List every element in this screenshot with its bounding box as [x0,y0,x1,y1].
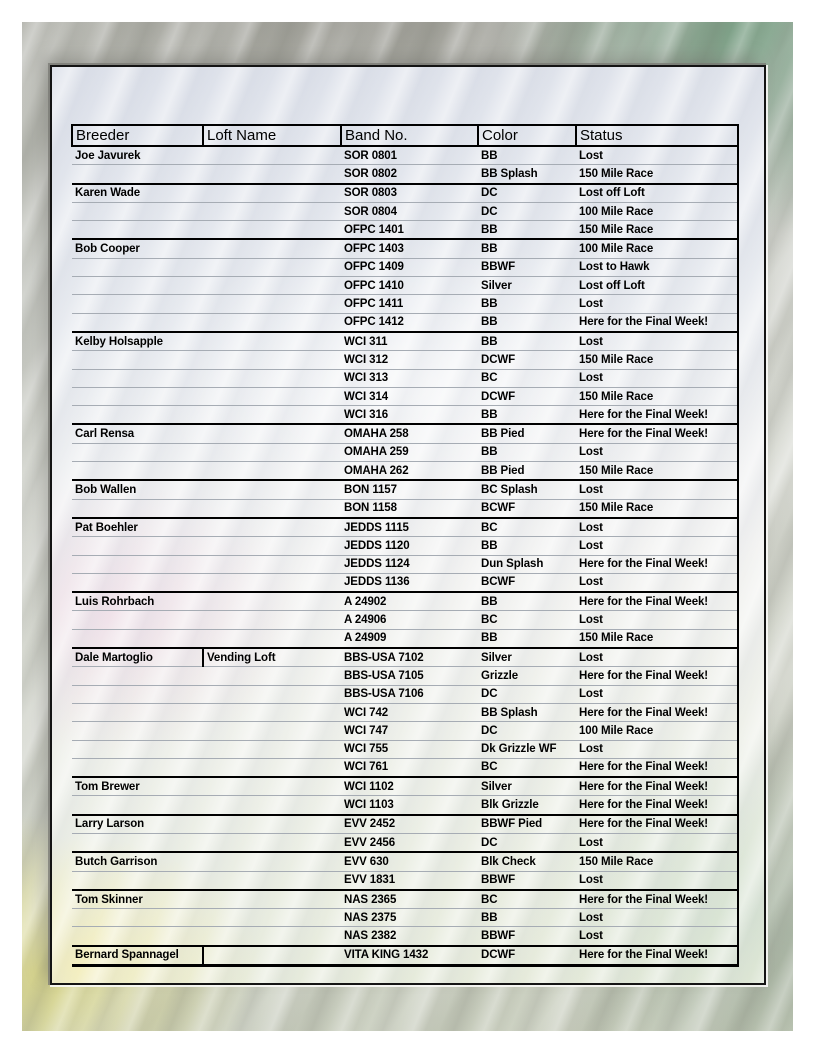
table-row [72,424,738,443]
page-background-texture [22,22,793,1031]
table-row [72,332,738,351]
loft-cell [203,184,341,203]
table-row [72,852,738,871]
status-cell: 150 Mile Race [576,221,738,240]
status-cell: Lost [576,443,738,461]
color-cell: BB [478,909,576,927]
color-cell: BB Pied [478,424,576,443]
status-cell: Here for the Final Week! [576,592,738,611]
status-cell: 100 Mile Race [576,202,738,220]
breeder-cell [72,202,203,220]
table-row [72,369,738,387]
status-cell: 100 Mile Race [576,722,738,740]
status-cell: Lost off Loft [576,277,738,295]
loft-cell [203,202,341,220]
color-cell: Grizzle [478,667,576,685]
color-cell: BCWF [478,499,576,518]
band-cell: WCI 1102 [341,777,478,796]
header-cell-color: Color [478,125,576,146]
band-cell: NAS 2365 [341,890,478,909]
status-cell: Lost to Hawk [576,258,738,276]
table-row [72,146,738,165]
table-row [72,667,738,685]
table-row [72,592,738,611]
breeder-cell [72,258,203,276]
band-cell: WCI 761 [341,758,478,777]
color-cell: Silver [478,648,576,667]
band-cell: WCI 1103 [341,796,478,815]
color-cell: BCWF [478,573,576,592]
status-cell: Here for the Final Week! [576,313,738,332]
loft-cell [203,629,341,648]
table-row [72,295,738,313]
status-cell: Lost [576,332,738,351]
status-cell: Here for the Final Week! [576,424,738,443]
status-cell: Lost [576,537,738,555]
loft-cell [203,258,341,276]
band-cell: NAS 2382 [341,927,478,946]
band-cell: WCI 311 [341,332,478,351]
band-cell: JEDDS 1120 [341,537,478,555]
status-cell: 150 Mile Race [576,165,738,184]
color-cell: DCWF [478,387,576,405]
band-cell: WCI 314 [341,387,478,405]
band-cell: OMAHA 259 [341,443,478,461]
table-row [72,946,738,966]
status-cell: 150 Mile Race [576,387,738,405]
status-cell: 150 Mile Race [576,852,738,871]
status-cell: Lost [576,480,738,499]
color-cell: BB [478,239,576,258]
loft-cell [203,221,341,240]
band-cell: A 24906 [341,611,478,629]
breeder-cell [72,740,203,758]
band-cell: EVV 1831 [341,871,478,890]
status-cell: Here for the Final Week! [576,406,738,425]
band-cell: BON 1157 [341,480,478,499]
loft-cell: Vending Loft [203,648,341,667]
color-cell: BBWF [478,871,576,890]
status-cell: 150 Mile Race [576,351,738,369]
inner-panel [50,65,766,985]
band-cell: SOR 0803 [341,184,478,203]
table-row [72,443,738,461]
band-cell: EVV 630 [341,852,478,871]
status-cell: 150 Mile Race [576,462,738,481]
color-cell: DC [478,722,576,740]
status-cell: Lost [576,833,738,852]
loft-cell [203,443,341,461]
breeder-cell [72,387,203,405]
color-cell: BB Pied [478,462,576,481]
loft-cell [203,740,341,758]
table-row [72,927,738,946]
loft-cell [203,537,341,555]
breeder-cell: Bob Wallen [72,480,203,499]
table-row [72,258,738,276]
status-cell: Lost [576,927,738,946]
breeder-cell [72,758,203,777]
table-row [72,740,738,758]
status-cell: Here for the Final Week! [576,890,738,909]
band-cell: SOR 0804 [341,202,478,220]
loft-cell [203,927,341,946]
breeder-cell: Bob Cooper [72,239,203,258]
breeder-cell [72,555,203,573]
loft-cell [203,573,341,592]
status-cell: Lost [576,685,738,703]
color-cell: DC [478,184,576,203]
breeder-cell [72,833,203,852]
status-cell: Lost [576,909,738,927]
breeder-cell [72,406,203,425]
band-cell: WCI 755 [341,740,478,758]
breeder-cell: Larry Larson [72,815,203,834]
color-cell: BC [478,518,576,537]
table-row [72,611,738,629]
band-cell: OFPC 1410 [341,277,478,295]
band-cell: BBS-USA 7105 [341,667,478,685]
table-row [72,871,738,890]
table-row [72,387,738,405]
table-row [72,703,738,721]
breeder-cell: Joe Javurek [72,146,203,165]
band-cell: OFPC 1409 [341,258,478,276]
table-row [72,758,738,777]
table-row [72,499,738,518]
color-cell: BB Splash [478,703,576,721]
status-cell: Lost off Loft [576,184,738,203]
band-cell: WCI 312 [341,351,478,369]
status-cell: Here for the Final Week! [576,667,738,685]
band-cell: BBS-USA 7102 [341,648,478,667]
color-cell: DC [478,833,576,852]
table-row [72,815,738,834]
band-cell: A 24909 [341,629,478,648]
loft-cell [203,890,341,909]
status-cell: Lost [576,871,738,890]
breeder-cell: Pat Boehler [72,518,203,537]
loft-cell [203,424,341,443]
status-cell: Lost [576,573,738,592]
table-row [72,648,738,667]
loft-cell [203,313,341,332]
loft-cell [203,722,341,740]
breeder-cell [72,927,203,946]
breeder-cell: Kelby Holsapple [72,332,203,351]
loft-cell [203,387,341,405]
band-cell: SOR 0802 [341,165,478,184]
color-cell: BB [478,221,576,240]
status-cell: Lost [576,611,738,629]
loft-cell [203,369,341,387]
table-row [72,351,738,369]
band-cell: OFPC 1401 [341,221,478,240]
breeder-cell: Carl Rensa [72,424,203,443]
band-cell: WCI 742 [341,703,478,721]
loft-cell [203,685,341,703]
color-cell: BC [478,611,576,629]
table-row [72,165,738,184]
band-cell: OFPC 1412 [341,313,478,332]
loft-cell [203,499,341,518]
status-cell: Here for the Final Week! [576,796,738,815]
breeder-cell [72,369,203,387]
status-cell: Here for the Final Week! [576,946,738,966]
breeder-cell [72,537,203,555]
loft-cell [203,332,341,351]
band-cell: VITA KING 1432 [341,946,478,966]
color-cell: Silver [478,777,576,796]
status-cell: Here for the Final Week! [576,758,738,777]
breeder-cell [72,277,203,295]
color-cell: DCWF [478,946,576,966]
band-cell: EVV 2452 [341,815,478,834]
table-row [72,629,738,648]
table-row [72,518,738,537]
breeder-cell [72,313,203,332]
color-cell: DCWF [478,351,576,369]
status-cell: 150 Mile Race [576,499,738,518]
color-cell: BBWF [478,927,576,946]
breeder-cell [72,351,203,369]
breeder-cell: Tom Skinner [72,890,203,909]
breeder-cell [72,796,203,815]
loft-cell [203,351,341,369]
table-row [72,722,738,740]
breeder-cell: Bernard Spannagel [72,946,203,966]
band-cell: OFPC 1411 [341,295,478,313]
band-cell: BON 1158 [341,499,478,518]
color-cell: BC [478,890,576,909]
table-row [72,537,738,555]
color-cell: BC [478,369,576,387]
loft-cell [203,295,341,313]
loft-cell [203,852,341,871]
band-cell: OMAHA 262 [341,462,478,481]
breeder-cell [72,629,203,648]
color-cell: BB [478,443,576,461]
breeder-cell [72,221,203,240]
header-cell-status: Status [576,125,738,146]
band-cell: SOR 0801 [341,146,478,165]
loft-cell [203,555,341,573]
table-row [72,406,738,425]
table-row [72,221,738,240]
table-header-row [72,125,738,146]
band-cell: JEDDS 1115 [341,518,478,537]
status-cell: Lost [576,369,738,387]
loft-cell [203,462,341,481]
loft-cell [203,909,341,927]
breeder-cell: Karen Wade [72,184,203,203]
breeder-cell [72,871,203,890]
loft-cell [203,667,341,685]
header-cell-breeder: Breeder [72,125,203,146]
loft-cell [203,833,341,852]
color-cell: DC [478,685,576,703]
status-cell: Lost [576,518,738,537]
color-cell: BB [478,537,576,555]
band-cell: NAS 2375 [341,909,478,927]
loft-cell [203,871,341,890]
breeder-cell [72,909,203,927]
loft-cell [203,946,341,966]
table-row [72,890,738,909]
status-cell: Here for the Final Week! [576,777,738,796]
color-cell: Silver [478,277,576,295]
breeder-cell [72,165,203,184]
status-cell: Here for the Final Week! [576,703,738,721]
color-cell: Blk Check [478,852,576,871]
color-cell: BB [478,592,576,611]
loft-cell [203,480,341,499]
breeder-cell [72,722,203,740]
breeder-cell: Luis Rohrbach [72,592,203,611]
status-cell: Here for the Final Week! [576,555,738,573]
table-row [72,555,738,573]
breeder-cell: Butch Garrison [72,852,203,871]
loft-cell [203,165,341,184]
breeder-cell [72,667,203,685]
table-row [72,202,738,220]
band-cell: JEDDS 1124 [341,555,478,573]
breeder-cell [72,703,203,721]
status-cell: Here for the Final Week! [576,815,738,834]
loft-cell [203,277,341,295]
table-row [72,462,738,481]
breeder-cell: Dale Martoglio [72,648,203,667]
table-row [72,909,738,927]
breeder-cell [72,443,203,461]
band-cell: OMAHA 258 [341,424,478,443]
band-cell: EVV 2456 [341,833,478,852]
table-row [72,313,738,332]
breeder-cell [72,499,203,518]
loft-cell [203,611,341,629]
loft-cell [203,518,341,537]
color-cell: Blk Grizzle [478,796,576,815]
table-row [72,833,738,852]
color-cell: BBWF [478,258,576,276]
color-cell: Dun Splash [478,555,576,573]
breeder-cell [72,573,203,592]
color-cell: BB [478,629,576,648]
color-cell: BB Splash [478,165,576,184]
table-row [72,685,738,703]
band-cell: OFPC 1403 [341,239,478,258]
band-cell: A 24902 [341,592,478,611]
loft-cell [203,406,341,425]
table-row [72,480,738,499]
loft-cell [203,777,341,796]
status-cell: Lost [576,146,738,165]
band-cell: WCI 747 [341,722,478,740]
color-cell: BC Splash [478,480,576,499]
table-row [72,777,738,796]
color-cell: BB [478,295,576,313]
color-cell: BBWF Pied [478,815,576,834]
band-cell: WCI 313 [341,369,478,387]
header-cell-band-no: Band No. [341,125,478,146]
color-cell: BB [478,313,576,332]
color-cell: BB [478,332,576,351]
loft-cell [203,796,341,815]
loft-cell [203,758,341,777]
table-row [72,184,738,203]
color-cell: BB [478,146,576,165]
loft-cell [203,239,341,258]
header-cell-loft-name: Loft Name [203,125,341,146]
color-cell: BC [478,758,576,777]
status-cell: 150 Mile Race [576,629,738,648]
breeder-cell [72,462,203,481]
status-cell: Lost [576,295,738,313]
table-row [72,239,738,258]
loft-cell [203,703,341,721]
race-results-table [71,124,739,967]
color-cell: Dk Grizzle WF [478,740,576,758]
loft-cell [203,146,341,165]
breeder-cell [72,685,203,703]
band-cell: JEDDS 1136 [341,573,478,592]
loft-cell [203,815,341,834]
status-cell: Lost [576,740,738,758]
breeder-cell: Tom Brewer [72,777,203,796]
color-cell: BB [478,406,576,425]
table-row [72,277,738,295]
breeder-cell [72,611,203,629]
loft-cell [203,592,341,611]
table-row [72,796,738,815]
table-row [72,573,738,592]
status-cell: Lost [576,648,738,667]
band-cell: BBS-USA 7106 [341,685,478,703]
band-cell: WCI 316 [341,406,478,425]
status-cell: 100 Mile Race [576,239,738,258]
color-cell: DC [478,202,576,220]
breeder-cell [72,295,203,313]
